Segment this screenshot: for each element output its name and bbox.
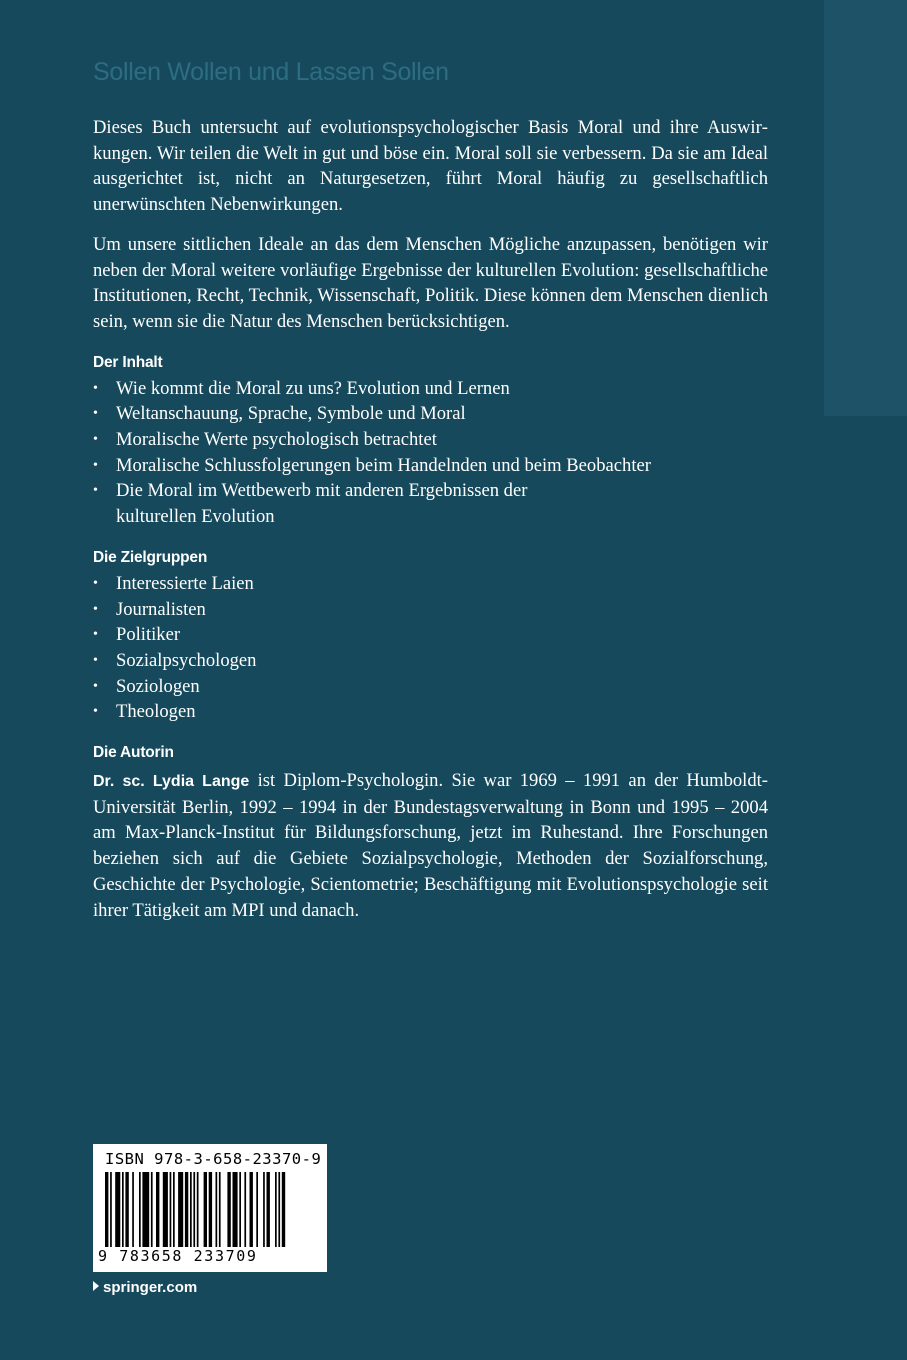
springer-link-text: springer.com (103, 1279, 198, 1296)
barcode-digits: 9 783658 233709 (98, 1247, 258, 1265)
zielgruppen-list (93, 571, 768, 725)
arrow-right-icon (93, 1281, 99, 1291)
list-item: • Die Moral im Wettbewerb mit anderen Ergebnissen der kulturellen Evolution (93, 478, 768, 529)
list-item: • Soziologen (93, 674, 768, 700)
author-bio-text: ist Diplom-Psychologin. Sie war 1969 – 1991 an der Humboldt-Universität Berlin, 1992 – 1994 in der Bundestagsverwaltung in Bonn und 1995 – 2004 am Max-Planck-Institut für Bildungsforschung, jetzt im Ruhestand. Ihre Forschungen beziehen sich auf die Gebiete Sozialpsychologie, Methoden der Sozialforschung, Geschichte der Psychologie, Scientometrie; Beschäftigung mit Evolutionspsychologie seit ihrer Tätigkeit am MPI und danach. (93, 770, 768, 921)
list-item: • Wie kommt die Moral zu uns? Evolution und Lernen (93, 376, 768, 402)
list-item: • Theologen (93, 699, 768, 725)
list-item: • Moralische Schlussfolgerungen beim Handelnden und beim Beobachter (93, 453, 768, 479)
book-title: Sollen Wollen und Lassen Sollen (93, 58, 449, 86)
isbn-barcode (93, 1144, 327, 1272)
list-item: • Politiker (93, 622, 768, 648)
isbn-label: ISBN 978-3-658-23370-9 (105, 1150, 322, 1168)
list-item: • Journalisten (93, 597, 768, 623)
intro-paragraph: Um unsere sittlichen Ideale an das dem Menschen Mögliche anzupassen, benötigen wir neben der Moral weitere vorläufige Ergebnisse der kulturellen Evolution: gesellschaftliche Institutionen, Recht, Technik, Wissenschaft, Politik. Diese können dem Menschen dienlich sein, wenn sie die Natur des Menschen berücksichtigen. (93, 233, 768, 332)
decorative-side-strip (824, 0, 907, 416)
autorin-heading: Die Autorin (93, 744, 174, 762)
intro-paragraph: Dieses Buch untersucht auf evolutionspsychologischer Basis Moral und ihre Auswirkungen. Wir teilen die Welt in gut und böse ein. Moral soll sie verbessern. Da sie am Ideal ausgerichtet ist, nicht an Naturgesetzen, führt Moral häufig zu gesellschaftlich unerwünschten Nebenwirkungen. (93, 117, 768, 216)
author-name: Dr. sc. Lydia Lange (93, 773, 250, 791)
list-item: • Weltanschauung, Sprache, Symbole und Moral (93, 401, 768, 427)
back-cover-text (93, 115, 768, 937)
list-item: • Moralische Werte psychologisch betrachtet (93, 427, 768, 453)
springer-link[interactable] (93, 1279, 197, 1296)
list-item: • Sozialpsychologen (93, 648, 768, 674)
zielgruppen-heading: Die Zielgruppen (93, 548, 208, 566)
inhalt-heading: Der Inhalt (93, 353, 163, 371)
inhalt-list (93, 376, 768, 530)
author-bio (93, 768, 768, 923)
list-item: • Interessierte Laien (93, 571, 768, 597)
